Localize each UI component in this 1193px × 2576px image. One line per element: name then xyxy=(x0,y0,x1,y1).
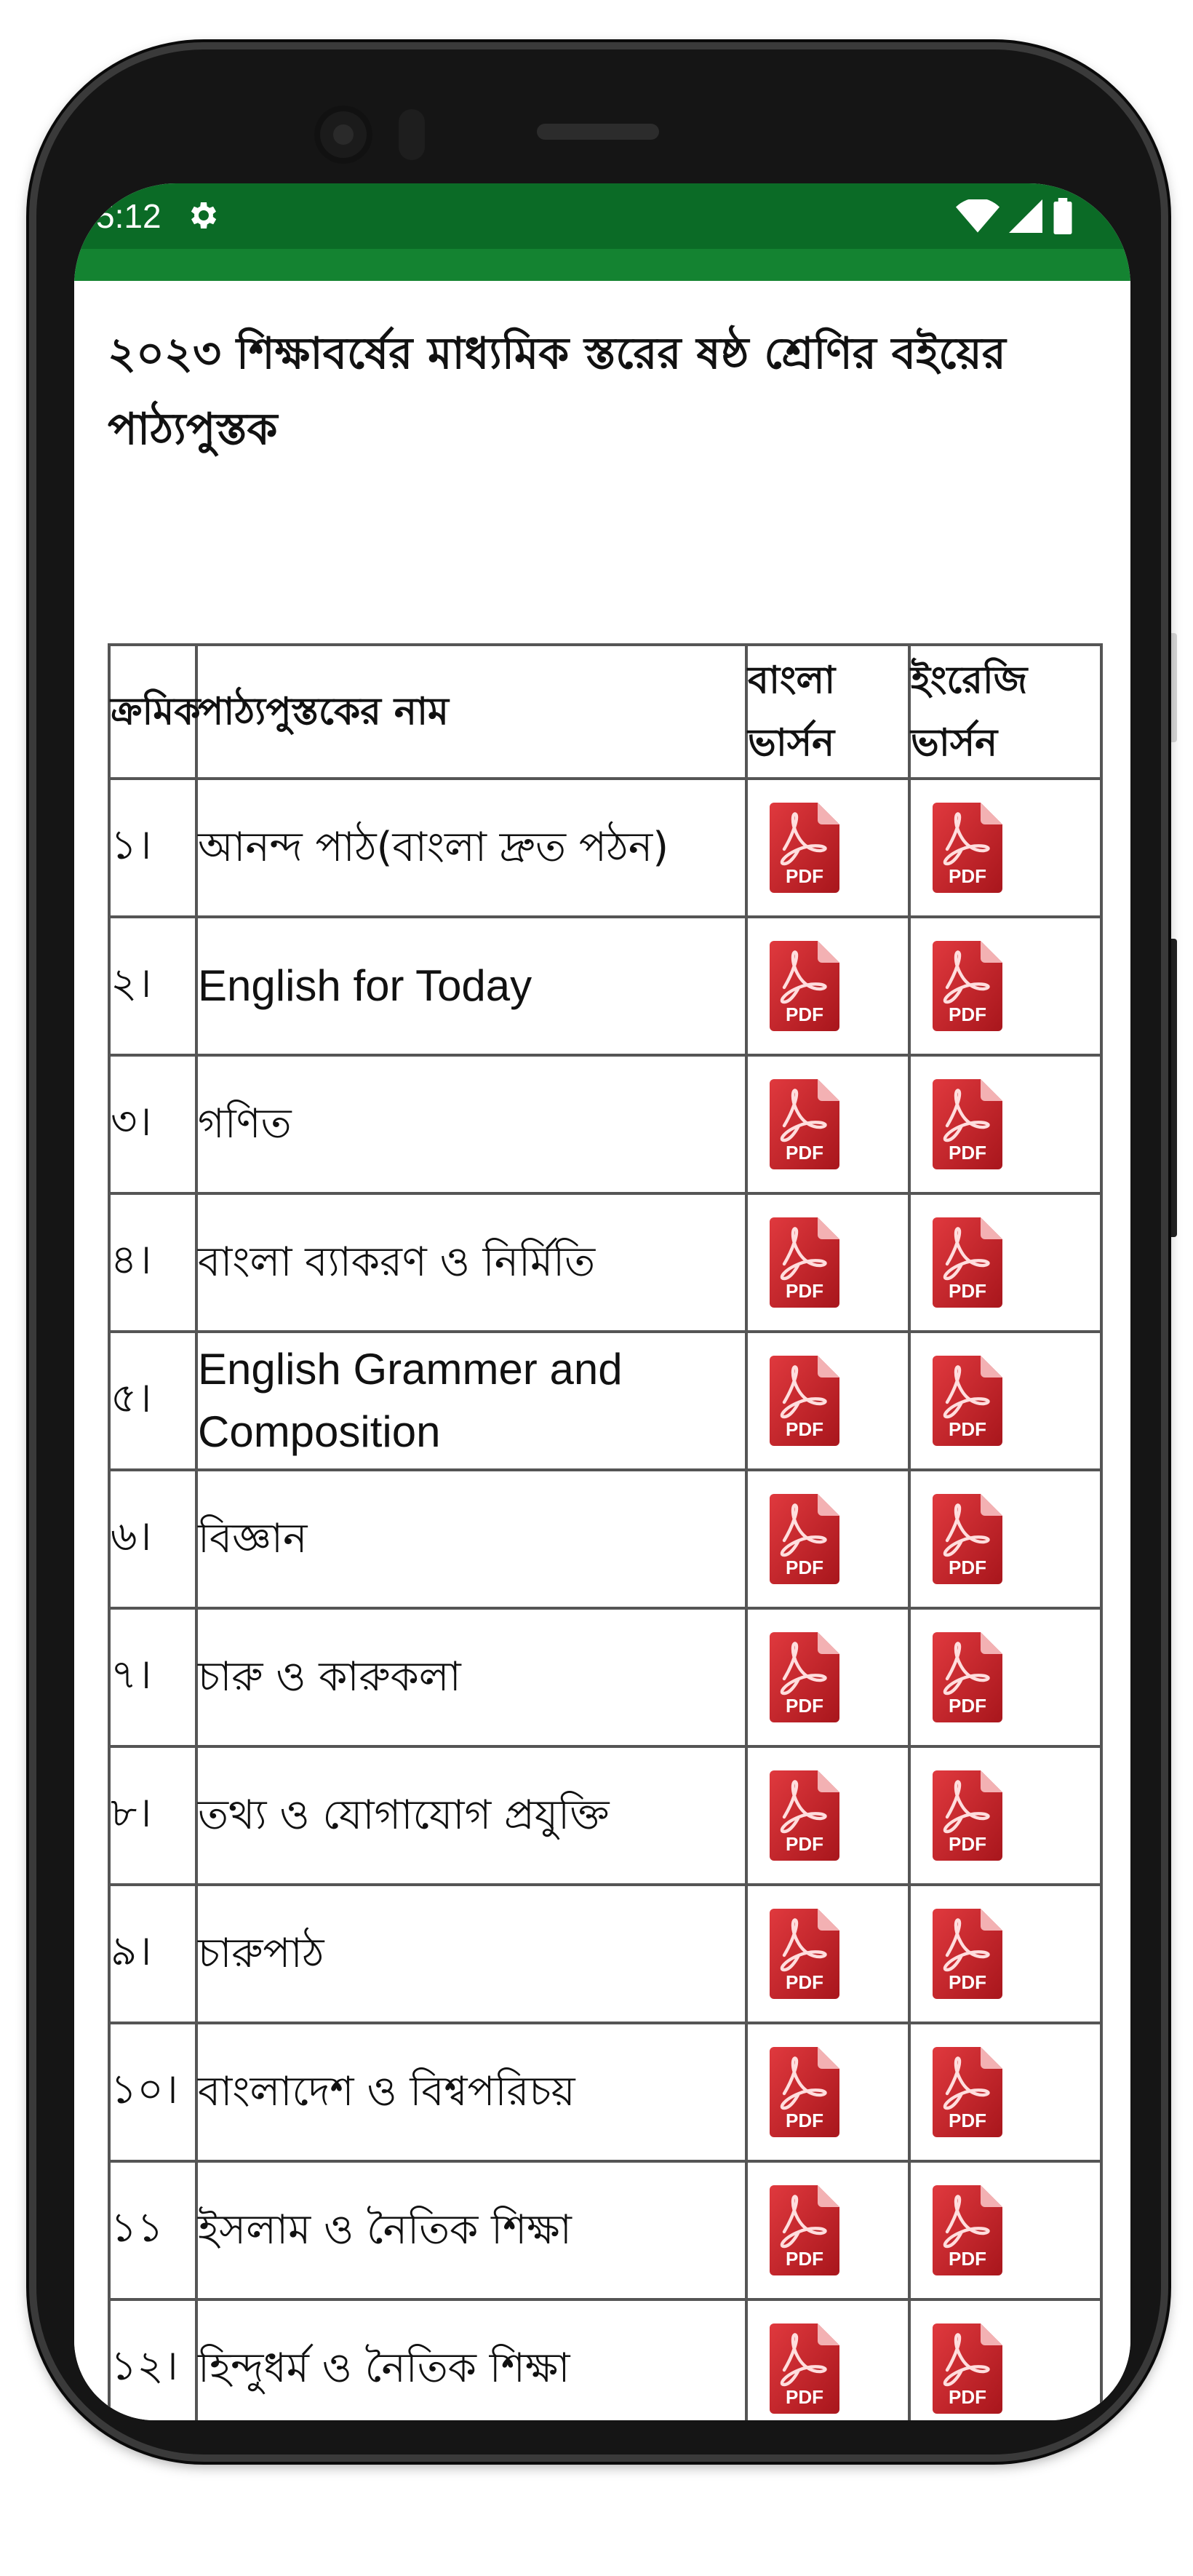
bangla-pdf-icon[interactable] xyxy=(770,2185,839,2276)
bangla-pdf-icon[interactable] xyxy=(770,1493,839,1585)
proximity-sensor xyxy=(399,109,425,160)
bangla-pdf-cell[interactable] xyxy=(746,779,909,917)
english-pdf-icon[interactable] xyxy=(933,2323,1002,2414)
row-serial: ১। xyxy=(109,779,196,917)
row-book-name: বাংলাদেশ ও বিশ্বপরিচয় xyxy=(196,2023,746,2161)
english-pdf-cell[interactable] xyxy=(909,1885,1101,2023)
row-serial: ৬। xyxy=(109,1470,196,1608)
english-pdf-cell[interactable] xyxy=(909,2161,1101,2299)
table-row xyxy=(109,1470,1101,1608)
english-pdf-icon[interactable] xyxy=(933,1078,1002,1170)
bangla-pdf-icon[interactable] xyxy=(770,940,839,1032)
bangla-pdf-icon[interactable] xyxy=(770,1908,839,2000)
table-row xyxy=(109,2299,1101,2420)
table-row xyxy=(109,779,1101,917)
english-pdf-cell[interactable] xyxy=(909,2299,1101,2420)
row-book-name: চারু ও কারুকলা xyxy=(196,1608,746,1746)
svg-text:PDF: PDF xyxy=(786,1695,823,1717)
front-camera xyxy=(314,106,372,164)
table-row xyxy=(109,1332,1101,1470)
row-serial: ১২। xyxy=(109,2299,196,2420)
row-serial: ১০। xyxy=(109,2023,196,2161)
volume-button xyxy=(1167,939,1177,1237)
row-serial: ৩। xyxy=(109,1055,196,1193)
header-book-name: পাঠ্যপুস্তকের নাম xyxy=(196,645,746,779)
table-row xyxy=(109,1746,1101,1885)
english-pdf-cell[interactable] xyxy=(909,1470,1101,1608)
row-serial: ৯। xyxy=(109,1885,196,2023)
row-serial: ৭। xyxy=(109,1608,196,1746)
english-pdf-icon[interactable] xyxy=(933,1770,1002,1861)
svg-text:PDF: PDF xyxy=(949,1695,986,1717)
english-pdf-icon[interactable] xyxy=(933,1908,1002,2000)
svg-text:PDF: PDF xyxy=(786,2110,823,2131)
bangla-pdf-icon[interactable] xyxy=(770,1078,839,1170)
books-table xyxy=(108,643,1103,2420)
row-book-name: আনন্দ পাঠ(বাংলা দ্রুত পঠন) xyxy=(196,779,746,917)
row-book-name: চারুপাঠ xyxy=(196,1885,746,2023)
page-content xyxy=(74,281,1130,2420)
table-row xyxy=(109,917,1101,1055)
svg-text:PDF: PDF xyxy=(786,1833,823,1855)
svg-text:PDF: PDF xyxy=(949,1418,986,1440)
row-book-name: হিন্দুধর্ম ও নৈতিক শিক্ষা xyxy=(196,2299,746,2420)
bangla-pdf-icon[interactable] xyxy=(770,802,839,894)
svg-text:PDF: PDF xyxy=(786,2248,823,2270)
table-row xyxy=(109,2161,1101,2299)
svg-text:PDF: PDF xyxy=(786,1971,823,1993)
english-pdf-cell[interactable] xyxy=(909,1332,1101,1470)
header-bangla-version: বাংলা ভার্সন xyxy=(746,645,909,779)
svg-text:PDF: PDF xyxy=(949,2248,986,2270)
row-serial: ১১ xyxy=(109,2161,196,2299)
bangla-pdf-cell[interactable] xyxy=(746,2023,909,2161)
table-row xyxy=(109,1608,1101,1746)
row-serial: ২। xyxy=(109,917,196,1055)
power-button xyxy=(1167,633,1177,742)
row-serial: ৮। xyxy=(109,1746,196,1885)
table-header-row xyxy=(109,645,1101,779)
row-book-name: গণিত xyxy=(196,1055,746,1193)
bangla-pdf-cell[interactable] xyxy=(746,1608,909,1746)
english-pdf-icon[interactable] xyxy=(933,1631,1002,1723)
svg-text:PDF: PDF xyxy=(949,2110,986,2131)
page-title: ২০২৩ শিক্ষাবর্ষের মাধ্যমিক স্তরের ষষ্ঠ শ্রেণির বইয়ের পাঠ্যপুস্তক xyxy=(108,328,1006,455)
status-bar xyxy=(74,183,1130,249)
row-serial: ৪। xyxy=(109,1193,196,1332)
row-book-name: বাংলা ব্যাকরণ ও নির্মিতি xyxy=(196,1193,746,1332)
svg-text:PDF: PDF xyxy=(949,2386,986,2408)
earpiece-speaker xyxy=(537,124,659,140)
signal-icon xyxy=(1008,199,1043,233)
app-bar xyxy=(74,249,1130,281)
english-pdf-icon[interactable] xyxy=(933,2046,1002,2138)
bangla-pdf-icon[interactable] xyxy=(770,1631,839,1723)
bangla-pdf-icon[interactable] xyxy=(770,1770,839,1861)
bangla-pdf-icon[interactable] xyxy=(770,2323,839,2414)
wifi-icon xyxy=(956,199,1000,233)
bangla-pdf-cell[interactable] xyxy=(746,2161,909,2299)
english-pdf-icon[interactable] xyxy=(933,1355,1002,1447)
header-serial: ক্রমিক xyxy=(109,645,196,779)
screen xyxy=(74,183,1130,2420)
svg-text:PDF: PDF xyxy=(949,1971,986,1993)
row-book-name: বিজ্ঞান xyxy=(196,1470,746,1608)
english-pdf-icon[interactable] xyxy=(933,1217,1002,1308)
bangla-pdf-cell[interactable] xyxy=(746,1193,909,1332)
english-pdf-cell[interactable] xyxy=(909,1746,1101,1885)
svg-text:PDF: PDF xyxy=(949,1557,986,1578)
row-book-name: ইসলাম ও নৈতিক শিক্ষা xyxy=(196,2161,746,2299)
row-book-name: English for Today xyxy=(196,917,746,1055)
row-serial: ৫। xyxy=(109,1332,196,1470)
status-time: 5:12 xyxy=(96,197,161,235)
table-row xyxy=(109,2023,1101,2161)
svg-text:PDF: PDF xyxy=(786,2386,823,2408)
table-row xyxy=(109,1055,1101,1193)
status-icons xyxy=(956,198,1074,234)
svg-text:PDF: PDF xyxy=(949,1833,986,1855)
english-pdf-icon[interactable] xyxy=(933,940,1002,1032)
english-pdf-cell[interactable] xyxy=(909,1608,1101,1746)
svg-text:PDF: PDF xyxy=(786,1142,823,1164)
svg-text:PDF: PDF xyxy=(949,1003,986,1025)
bangla-pdf-icon[interactable] xyxy=(770,2046,839,2138)
table-row xyxy=(109,1885,1101,2023)
svg-text:PDF: PDF xyxy=(949,865,986,887)
svg-text:PDF: PDF xyxy=(786,1280,823,1302)
svg-text:PDF: PDF xyxy=(786,1418,823,1440)
svg-text:PDF: PDF xyxy=(949,1280,986,1302)
bangla-pdf-cell[interactable] xyxy=(746,1470,909,1608)
english-pdf-cell[interactable] xyxy=(909,1193,1101,1332)
bangla-pdf-cell[interactable] xyxy=(746,1332,909,1470)
english-pdf-icon[interactable] xyxy=(933,2185,1002,2276)
header-english-version: ইংরেজি ভার্সন xyxy=(909,645,1101,779)
svg-text:PDF: PDF xyxy=(949,1142,986,1164)
bangla-pdf-cell[interactable] xyxy=(746,1746,909,1885)
table-row xyxy=(109,1193,1101,1332)
bangla-pdf-cell[interactable] xyxy=(746,2299,909,2420)
row-book-name: English Grammer and Composition xyxy=(196,1332,746,1470)
svg-text:PDF: PDF xyxy=(786,1003,823,1025)
svg-text:PDF: PDF xyxy=(786,1557,823,1578)
gear-icon xyxy=(185,198,220,233)
english-pdf-cell[interactable] xyxy=(909,2023,1101,2161)
bangla-pdf-cell[interactable] xyxy=(746,1885,909,2023)
bangla-pdf-icon[interactable] xyxy=(770,1217,839,1308)
english-pdf-icon[interactable] xyxy=(933,802,1002,894)
bangla-pdf-cell[interactable] xyxy=(746,917,909,1055)
english-pdf-cell[interactable] xyxy=(909,779,1101,917)
english-pdf-icon[interactable] xyxy=(933,1493,1002,1585)
english-pdf-cell[interactable] xyxy=(909,1055,1101,1193)
svg-text:PDF: PDF xyxy=(786,865,823,887)
row-book-name: তথ্য ও যোগাযোগ প্রযুক্তি xyxy=(196,1746,746,1885)
bangla-pdf-cell[interactable] xyxy=(746,1055,909,1193)
english-pdf-cell[interactable] xyxy=(909,917,1101,1055)
battery-icon xyxy=(1052,198,1074,234)
bangla-pdf-icon[interactable] xyxy=(770,1355,839,1447)
